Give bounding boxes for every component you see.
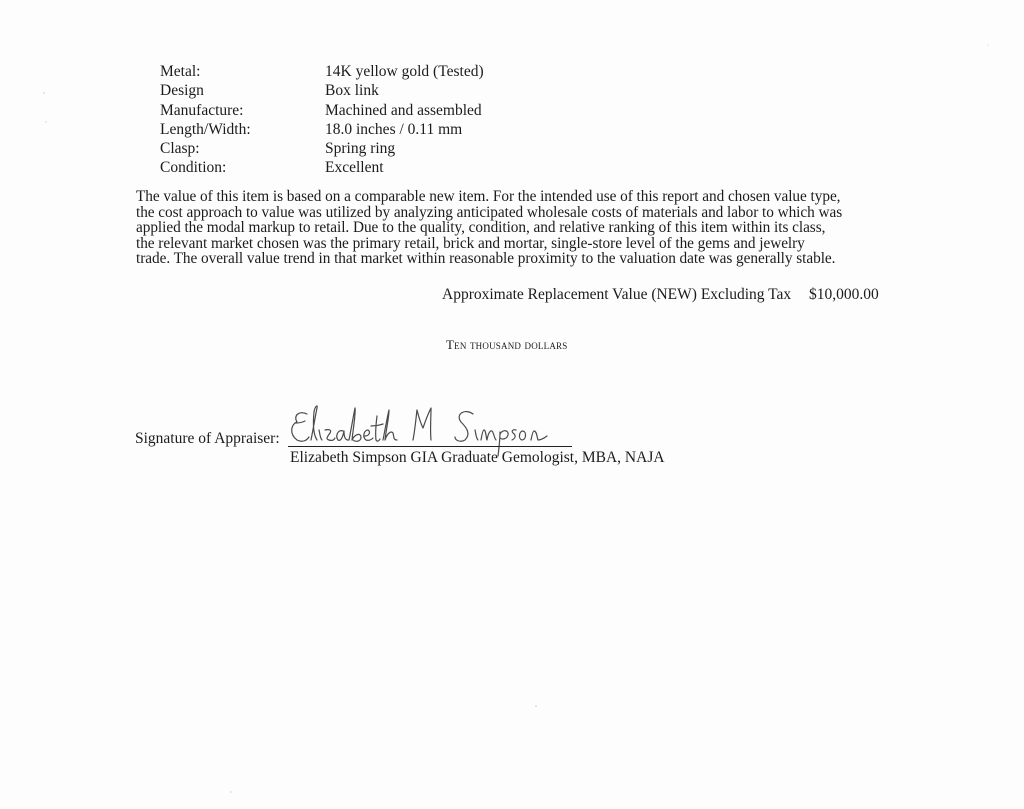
spec-label: Metal: bbox=[160, 63, 201, 80]
spec-value: Excellent bbox=[325, 159, 384, 177]
spec-value: 14K yellow gold (Tested) bbox=[325, 63, 484, 80]
paragraph-line: The value of this item is based on a comparable new item. For the intended use of this report and chosen value type, bbox=[136, 188, 841, 205]
spec-value: Machined and assembled bbox=[325, 101, 482, 119]
spec-value: 18.0 inches / 0.11 mm bbox=[325, 120, 463, 138]
paragraph-line: the cost approach to value was utilized by analyzing anticipated wholesale costs of materials and labor to which was bbox=[136, 203, 843, 221]
amount-in-words: Ten thousand dollars bbox=[446, 337, 568, 352]
paragraph-line: the relevant market chosen was the primary retail, brick and mortar, single-store level of the gems and jewelry bbox=[136, 234, 805, 252]
appraiser-name: Elizabeth Simpson GIA Graduate Gemologist, MBA, NAJA bbox=[290, 449, 665, 466]
spec-value: Box link bbox=[325, 82, 379, 100]
signature-label: Signature of Appraiser: bbox=[135, 430, 280, 447]
spec-label: Clasp: bbox=[160, 140, 200, 158]
paragraph-line: trade. The overall value trend in that market within reasonable proximity to the valuation date was generally stable. bbox=[136, 250, 836, 268]
spec-value: Spring ring bbox=[325, 140, 396, 158]
paragraph-line: applied the modal markup to retail. Due to the quality, condition, and relative ranking of this item within its class, bbox=[136, 219, 826, 237]
spec-label: Manufacture: bbox=[160, 101, 244, 119]
spec-label: Design bbox=[160, 82, 204, 100]
replacement-value-amount: $10,000.00 bbox=[809, 286, 879, 303]
spec-label: Length/Width: bbox=[160, 120, 251, 138]
spec-label: Condition: bbox=[160, 159, 227, 177]
replacement-value-label: Approximate Replacement Value (NEW) Excluding Tax bbox=[442, 286, 792, 303]
